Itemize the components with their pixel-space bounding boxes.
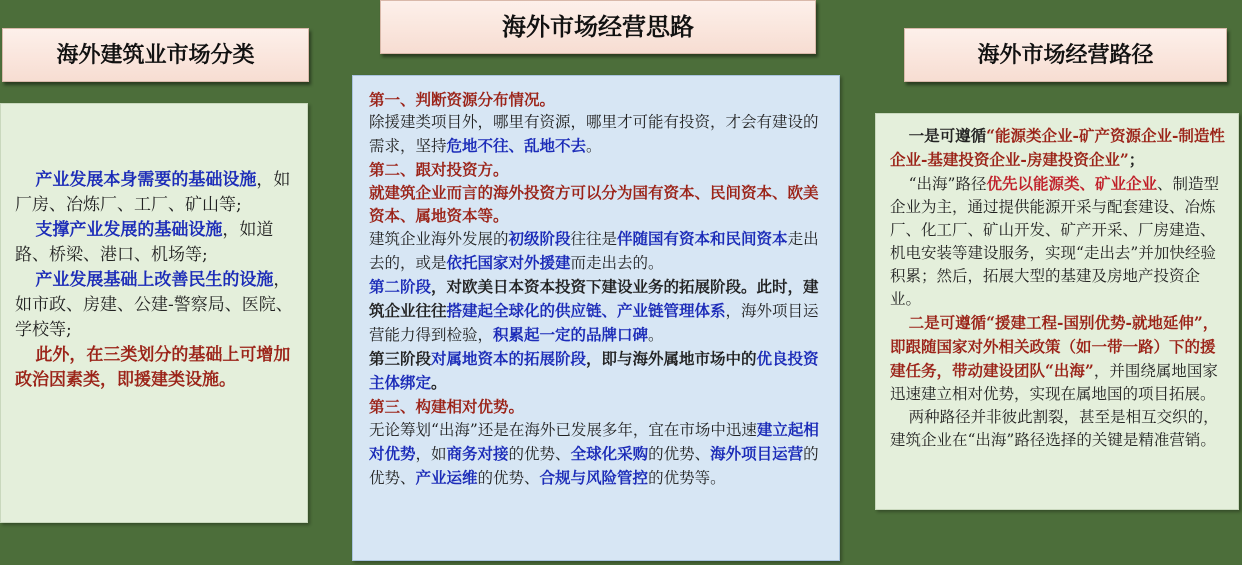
- stage-2-text: [369, 275, 825, 347]
- strategy-panel: [352, 75, 840, 561]
- stage-1-e: 走出去的，或是: [369, 230, 819, 272]
- path-2-b: ，并围绕属地国家迅速建立相对优势，实现在属地国的项目拓展。: [890, 362, 1218, 403]
- path-1-detail-c: 、制造型企业为主，通过提供能源开采与配套建设、冶炼厂、化工厂、矿山开发、矿产开采、厂房建造、机电安装等建设服务，实现“走出去”并加快经验积累；然后，拓展大型的基建及房地产投资企业。: [890, 175, 1219, 308]
- category-2-title: 支撑产业发展的基础设施: [35, 220, 223, 240]
- stage-1-a: 建筑企业海外发展的: [369, 230, 509, 248]
- category-1-text: ，如厂房、冶炼厂、工厂、矿山等;: [15, 170, 291, 215]
- stage-2-e: 积累起一定的品牌口碑: [493, 325, 649, 344]
- stage-3-c: ，即与海外属地市场中的: [586, 349, 757, 368]
- stage-1-f: 依托国家对外援建: [446, 253, 571, 272]
- step-3-e: 的优势、: [508, 445, 571, 463]
- step-1-title: 第一、判断资源分布情况。: [369, 90, 556, 109]
- stage-2-c: 搭建起全球化的供应链、产业链管理体系: [446, 301, 726, 320]
- path-1-detail-a: “出海”路径: [908, 175, 987, 193]
- step-3-c: ，如: [415, 445, 447, 463]
- step-3-d: 商务对接: [446, 444, 509, 463]
- step-1-text-b: 。: [586, 137, 602, 155]
- step-2-title: 第二、跟对投资方。: [369, 160, 509, 179]
- right-header: 海外市场经营路径: [904, 28, 1227, 82]
- stage-1-d: 伴随国有资本和民间资本: [617, 229, 788, 248]
- step-3-k: 的优势、: [477, 469, 540, 487]
- stage-3-b: 对属地资本的拓展阶段: [431, 349, 587, 368]
- category-3-title: 产业发展基础上改善民生的设施: [35, 270, 274, 290]
- stage-1-g: 而走出去的。: [570, 254, 664, 272]
- category-3: [15, 268, 299, 343]
- step-3-h: 海外项目运营: [710, 444, 804, 463]
- path-conclusion: 两种路径并非彼此割裂，甚至是相互交织的，建筑企业在“出海”路径选择的关键是精准营销。: [890, 408, 1219, 449]
- stage-1-text: [369, 227, 825, 275]
- step-1-text-a: 除援建类项目外，哪里有资源，哪里才可能有投资，才会有建设的需求，坚持: [369, 113, 819, 155]
- category-3-text: ，如市政、房建、公建-警察局、医院、学校等;: [15, 270, 293, 340]
- category-1: [15, 168, 299, 218]
- step-3-a: 无论筹划“出海”还是在海外已发展多年，宜在市场中迅速: [369, 421, 757, 439]
- step-1-text: [369, 111, 825, 158]
- step-3-f: 全球化采购: [570, 444, 649, 463]
- stage-1-b: 初级阶段: [508, 229, 571, 248]
- stage-1-c: 往往是: [570, 230, 618, 248]
- market-paths-panel: [875, 113, 1239, 510]
- step-3-m: 的优势等。: [648, 469, 726, 487]
- path-1-b: “能源类企业-矿产资源企业-制造性企业-基建投资企业-房建投资企业”: [890, 126, 1225, 169]
- step-3-g: 的优势、: [648, 445, 711, 463]
- stage-3-text: [369, 347, 825, 395]
- category-2: [15, 218, 299, 268]
- left-header: 海外建筑业市场分类: [2, 28, 309, 82]
- stage-3-d: 优良投资主体绑定: [369, 349, 819, 392]
- step-3-title: 第三、构建相对优势。: [369, 397, 525, 416]
- path-1-detail-b: 优先以能源类、矿业企业: [986, 174, 1157, 193]
- stage-2-b: ，对欧美日本资本投资下建设业务的拓展阶段。此时，建筑企业往往: [369, 277, 819, 320]
- stage-3-e: 。: [431, 373, 447, 392]
- category-2-text: ，如道路、桥梁、港口、机场等;: [15, 220, 274, 265]
- step-1-highlight: 危地不往、乱地不去: [446, 136, 587, 155]
- step-2-text: 就建筑企业而言的海外投资方可以分为国有资本、民间资本、欧美资本、属地资本等。: [369, 183, 819, 225]
- path-1: [890, 124, 1230, 172]
- market-categories-panel: [0, 103, 308, 523]
- step-3-b: 建立起相对优势: [369, 420, 819, 463]
- stage-2-d: ，海外项目运营能力得到检验，: [369, 302, 819, 344]
- step-3-text: [369, 418, 825, 490]
- step-3-j: 产业运维: [415, 468, 478, 487]
- center-header: 海外市场经营思路: [380, 0, 816, 54]
- stage-2-f: 。: [648, 326, 664, 344]
- path-1-detail: [890, 172, 1230, 311]
- category-1-title: 产业发展本身需要的基础设施: [35, 170, 257, 190]
- stage-3-a: 第三阶段: [369, 349, 432, 368]
- category-note: 此外，在三类划分的基础上可增加政治因素类，即援建类设施。: [15, 345, 291, 390]
- step-3-l: 合规与风险管控: [539, 468, 649, 487]
- path-2-a: 二是可遵循“援建工程-国别优势-就地延伸”，即跟随国家对外相关政策（如一带一路）下的援建任务，带动建设团队“出海”: [890, 313, 1219, 380]
- path-1-a: 一是可遵循: [908, 126, 987, 145]
- step-3-i: 的优势、: [369, 445, 819, 487]
- path-2: [890, 311, 1230, 406]
- path-1-c: ；: [1128, 150, 1145, 169]
- stage-2-a: 第二阶段: [369, 277, 432, 296]
